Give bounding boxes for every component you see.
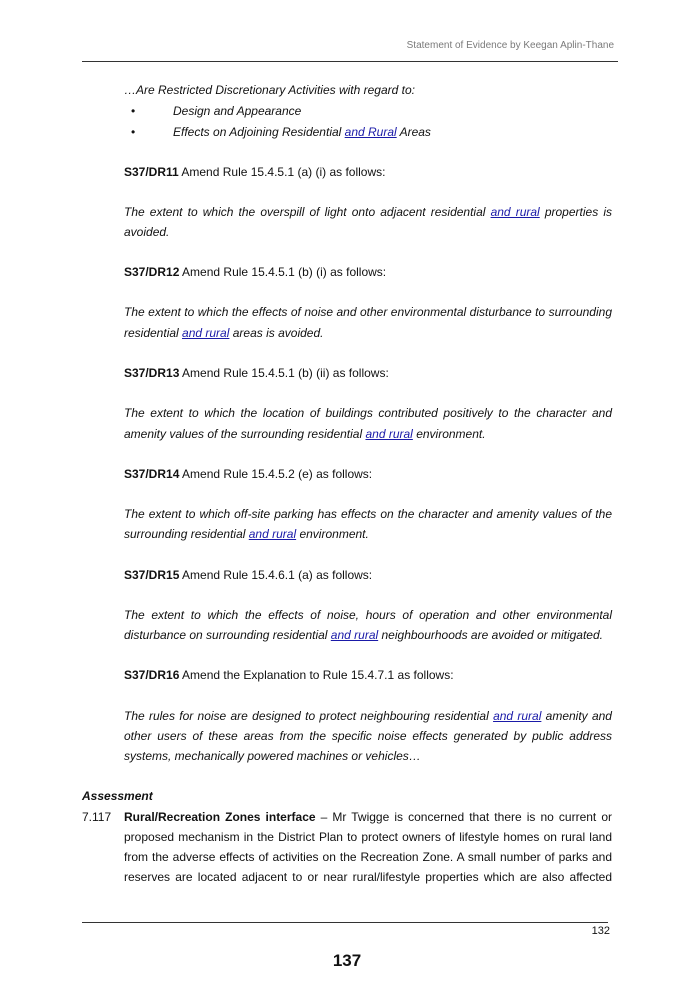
text-run: amenity and [541,709,612,723]
amendment-text-line: The extent to which the location of buildings contributed positively to the character and [124,406,612,420]
amendment-code: S37/DR13 [124,366,180,380]
text-run: surrounding residential [124,527,249,541]
instruction-text: Amend Rule 15.4.6.1 (a) as follows: [179,568,373,582]
instruction-text: Amend Rule 15.4.5.1 (a) (i) as follows: [178,165,386,179]
text-run: The extent to which the overspill of light onto adjacent residential [124,205,491,219]
text-run: properties is [539,205,612,219]
amendment-code: S37/DR15 [124,568,180,582]
amendment-text-line: The extent to which the effects of noise and other environmental disturbance to surrounding [124,305,612,319]
amendment-instruction [124,467,372,482]
amendment-code: S37/DR16 [124,668,180,682]
amendment-text-line [124,326,323,341]
bullet-item-design: Design and Appearance [173,104,302,118]
text-run: residential [124,326,183,340]
footer-rule [82,922,608,923]
text-run: areas is avoided. [229,326,324,340]
amendment-instruction [124,568,372,583]
amendment-text-line: other users of these areas from the specific noise effects generated by public address [124,729,612,743]
header-title: Statement of Evidence by Keegan Aplin-Thane [406,40,614,51]
amendment-text-line [124,205,612,220]
instruction-text: Amend Rule 15.4.5.1 (b) (ii) as follows: [179,366,389,380]
inserted-text: and rural [248,527,297,541]
text-run: Effects on Adjoining Residential [173,125,345,139]
text-run: – Mr Twigge is concerned that there is no current or [315,810,613,824]
amendment-instruction [124,366,389,381]
bullet-marker: • [131,104,136,118]
instruction-text: Amend the Explanation to Rule 15.4.7.1 as follows: [179,668,454,682]
inserted-text: and rural [365,427,413,441]
amendment-text-line: avoided. [124,225,170,239]
page-number-large: 137 [332,951,362,970]
assessment-text-line [124,810,612,825]
text-run: Areas [396,125,431,139]
amendment-code: S37/DR11 [124,165,179,179]
assessment-text-line: from the adverse effects of activities on the Recreation Zone. A small number of parks and [124,850,612,864]
bullet-marker: • [131,125,136,139]
bullet-item-effects [173,125,431,140]
amendment-text-line [124,709,612,724]
amendment-code: S37/DR14 [124,467,180,481]
amendment-text-line [124,527,369,542]
amendment-code: S37/DR12 [124,265,180,279]
text-run: environment. [412,427,486,441]
assessment-text-line: reserves are located adjacent to or near rural/lifestyle properties which are also affected [124,870,612,884]
text-run: disturbance on surrounding residential [124,628,331,642]
text-run: The rules for noise are designed to protect neighbouring residential [124,709,494,723]
assessment-heading: Assessment [82,789,153,803]
inserted-text: and rural [493,709,542,723]
assessment-text-line: proposed mechanism in the District Plan to protect owners of lifestyle homes on rural land [124,830,612,844]
amendment-instruction [124,668,454,683]
amendment-text-line: systems, mechanically powered machines or vehicles… [124,749,421,763]
amendment-text-line: The extent to which off-site parking has effects on the character and amenity values of the [124,507,612,521]
instruction-text: Amend Rule 15.4.5.1 (b) (i) as follows: [179,265,387,279]
assessment-lead: Rural/Recreation Zones interface [124,810,316,824]
amendment-text-line: The extent to which the effects of noise, hours of operation and other environmental [124,608,612,622]
paragraph-number: 7.117 [82,810,112,824]
text-run: neighbourhoods are avoided or mitigated. [378,628,603,642]
amendment-text-line [124,628,603,643]
inserted-text: and rural [490,205,540,219]
inserted-text: and rural [182,326,230,340]
inserted-text: and Rural [344,125,397,139]
intro-line: …Are Restricted Discretionary Activities with regard to: [124,83,415,97]
amendment-instruction [124,165,385,180]
text-run: amenity values of the surrounding residential [124,427,366,441]
amendment-text-line [124,427,486,442]
inserted-text: and rural [330,628,379,642]
page-number-small: 132 [591,925,610,937]
amendment-instruction [124,265,386,280]
instruction-text: Amend Rule 15.4.5.2 (e) as follows: [179,467,373,481]
header-rule [82,61,618,62]
text-run: environment. [296,527,369,541]
